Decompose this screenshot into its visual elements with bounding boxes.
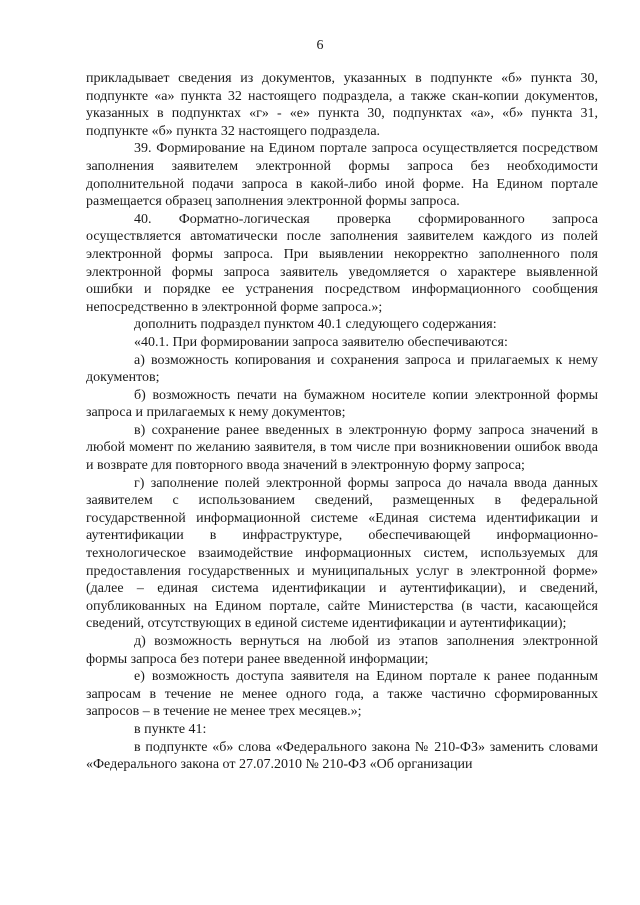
list-item-v: в) сохранение ранее введенных в электронную форму запроса значений в любой момент по желанию заявителя, в том числе при возникновении ошибок ввода и возврате для повторного ввода значений в электронную форму запроса; [86,422,598,474]
list-item-g: г) заполнение полей электронной формы запроса до начала ввода данных заявителем с использованием сведений, размещенных в федеральной государственной информационной системе «Единая система идентификации и аутентификации в инфраструктуре, обеспечивающей информационно-технологическое взаимодействие информационных систем, используемых для предоставления государственных и муниципальных услуг в электронной форме» (далее – единая система идентификации и аутентификации), и сведений, опубликованных на Едином портале, сайте Министерства (в части, касающейся сведений, отсутствующих в единой системе идентификации и аутентификации); [86,475,598,632]
paragraph-40-1: «40.1. При формировании запроса заявителю обеспечиваются: [134,334,508,350]
page-number: 6 [316,38,324,53]
list-item-e: е) возможность доступа заявителя на Едином портале к ранее поданным запросам в течение не менее одного года, а также частично сформированных запросов – в течение не менее трех месяцев.»; [86,669,598,720]
paragraph-continuation: прикладывает сведения из документов, указанных в подпункте «б» пункта 30, подпункте «а» пункта 32 настоящего подраздела, а также скан-копии документов, указанных в подпунктах «г» - «е» пункта 30, подпунктах «а», «б» пункта 31, подпункте «б» пункта 32 настоящего подраздела. [86,71,598,139]
list-item-d: д) возможность вернуться на любой из этапов заполнения электронной формы запроса без потери ранее введенной информации; [86,634,598,667]
paragraph-subpoint-b: в подпункте «б» слова «Федерального закона № 210-ФЗ» заменить словами «Федерального закона от 27.07.2010 № 210-ФЗ «Об организации [86,739,598,773]
list-item-a: а) возможность копирования и сохранения запроса и прилагаемых к нему документов; [86,352,598,386]
paragraph-39: 39. Формирование на Едином портале запроса осуществляется посредством заполнения заявителем электронной формы запроса без необходимости дополнительной подачи запроса в какой-либо иной форме. На Едином портале размещается образец заполнения электронной формы запроса. [86,141,598,210]
list-item-b: б) возможность печати на бумажном носителе копии электронной формы запроса и прилагаемых к нему документов; [86,387,598,421]
paragraph-amendment-intro: дополнить подраздел пунктом 40.1 следующего содержания: [134,317,497,333]
paragraph-40: 40. Форматно-логическая проверка сформированного запроса осуществляется автоматически после заполнения заявителем каждого из полей электронной формы запроса. При выявлении некорректно заполненного поля электронной формы запроса заявитель уведомляется о характере выявленной ошибки и порядке ее устранения посредством информационного сообщения непосредственно в электронной форме запроса.»; [86,211,598,315]
paragraph-point-41: в пункте 41: [134,721,207,737]
document-body [86,70,598,774]
